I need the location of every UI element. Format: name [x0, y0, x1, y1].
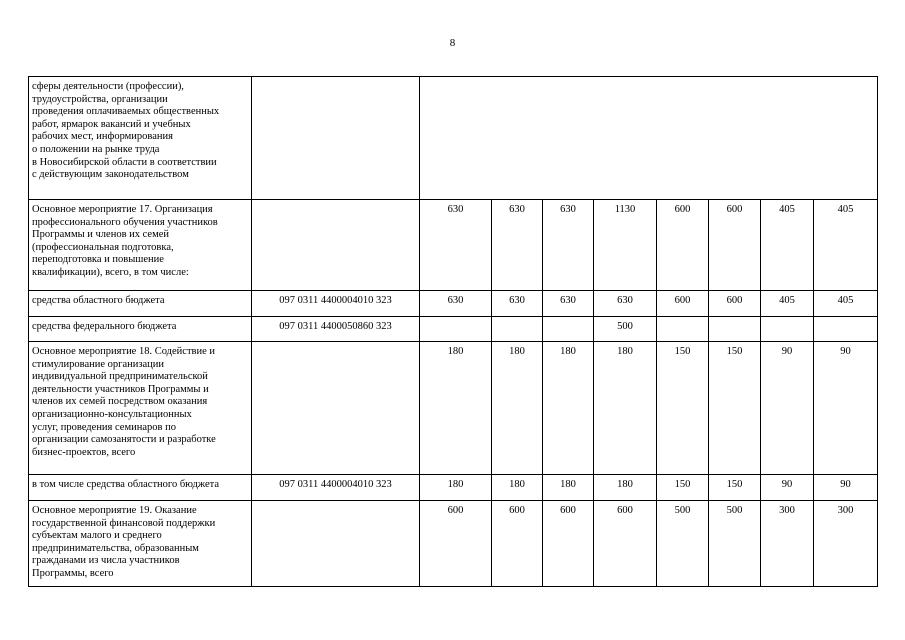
value-cell: 300 [761, 501, 814, 587]
value-cell: 180 [543, 475, 594, 501]
value-cell: 600 [543, 501, 594, 587]
value-cell: 405 [814, 200, 878, 291]
budget-code [252, 342, 420, 475]
value-cell [657, 317, 709, 342]
budget-table [28, 76, 878, 587]
value-cell: 500 [594, 317, 657, 342]
value-cell: 150 [709, 475, 761, 501]
value-cell: 630 [420, 200, 492, 291]
row-description: Основное мероприятие 19. Оказание государственной финансовой поддержки субъектам малого и среднего предпринимательства, образованным гражданами из числа участников Программы, всего [29, 501, 252, 587]
row-description: средства областного бюджета [29, 291, 252, 317]
value-cell: 630 [594, 291, 657, 317]
table-row [29, 501, 878, 587]
budget-code [252, 200, 420, 291]
table-row [29, 77, 878, 200]
value-cell: 600 [709, 291, 761, 317]
row-description: средства федерального бюджета [29, 317, 252, 342]
value-cell: 1130 [594, 200, 657, 291]
table-body [29, 77, 878, 587]
value-cell: 180 [420, 475, 492, 501]
row-description: Основное мероприятие 18. Содействие и стимулирование организации индивидуальной предпринимательской деятельности участников Программы и членов их семей посредством оказания организационно-консультационных услуг, проведения семинаров по организации самозанятости и разработке бизнес-проектов, всего [29, 342, 252, 475]
value-cell: 150 [657, 475, 709, 501]
value-cell: 300 [814, 501, 878, 587]
value-cell: 180 [543, 342, 594, 475]
table-row [29, 317, 878, 342]
page-number: 8 [449, 37, 456, 49]
value-cell: 600 [657, 200, 709, 291]
table-row [29, 291, 878, 317]
value-cell: 150 [657, 342, 709, 475]
value-cell: 180 [594, 475, 657, 501]
value-cell: 600 [657, 291, 709, 317]
value-cell: 500 [657, 501, 709, 587]
value-cell: 90 [814, 342, 878, 475]
value-cell: 150 [709, 342, 761, 475]
value-cell: 630 [492, 200, 543, 291]
value-cell: 630 [420, 291, 492, 317]
value-cell: 630 [543, 291, 594, 317]
value-cell: 500 [709, 501, 761, 587]
value-cell: 180 [492, 342, 543, 475]
value-cell: 180 [492, 475, 543, 501]
value-cell [420, 317, 492, 342]
value-cell: 90 [814, 475, 878, 501]
budget-code: 097 0311 4400004010 323 [252, 475, 420, 501]
table-row [29, 475, 878, 501]
value-cell: 630 [543, 200, 594, 291]
budget-code: 097 0311 4400050860 323 [252, 317, 420, 342]
budget-code [252, 501, 420, 587]
value-cell [761, 317, 814, 342]
value-cell: 180 [420, 342, 492, 475]
row-description: Основное мероприятие 17. Организация профессионального обучения участников Программы и членов их семей (профессиональная подготовка, переподготовка и повышение квалификации), всего, в том числе: [29, 200, 252, 291]
value-cell: 600 [709, 200, 761, 291]
merged-empty-cell [420, 77, 878, 200]
table-row [29, 200, 878, 291]
value-cell: 405 [814, 291, 878, 317]
value-cell: 600 [594, 501, 657, 587]
budget-code: 097 0311 4400004010 323 [252, 291, 420, 317]
value-cell: 600 [492, 501, 543, 587]
value-cell: 630 [492, 291, 543, 317]
value-cell: 600 [420, 501, 492, 587]
budget-code [252, 77, 420, 200]
row-description: в том числе средства областного бюджета [29, 475, 252, 501]
value-cell: 405 [761, 200, 814, 291]
value-cell: 90 [761, 475, 814, 501]
value-cell [814, 317, 878, 342]
value-cell: 90 [761, 342, 814, 475]
value-cell: 180 [594, 342, 657, 475]
row-description: сферы деятельности (профессии), трудоустройства, организации проведения оплачиваемых общественных работ, ярмарок вакансий и учебных рабочих мест, информирования о положении на рынке труда в Новосибирской области в соответствии с действующим законодательством [29, 77, 252, 200]
value-cell [492, 317, 543, 342]
value-cell [543, 317, 594, 342]
table-row [29, 342, 878, 475]
value-cell: 405 [761, 291, 814, 317]
value-cell [709, 317, 761, 342]
